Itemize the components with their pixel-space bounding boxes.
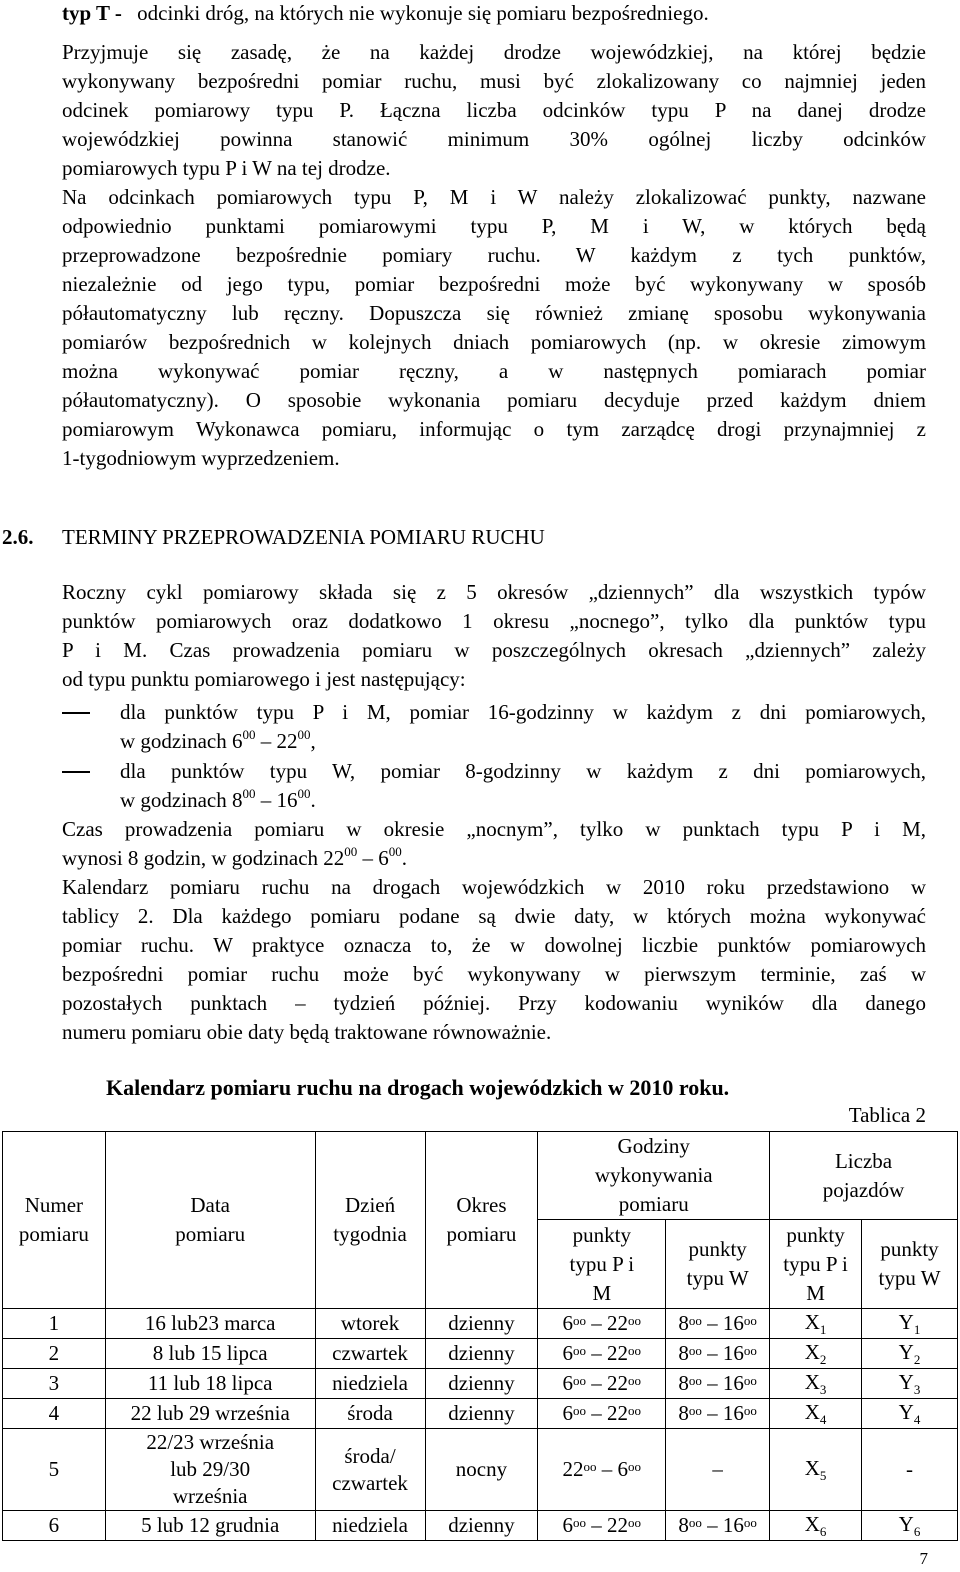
cell-liczba-w: -	[862, 1429, 958, 1511]
dash-bullet	[62, 771, 90, 773]
cell-liczba-pm: $X_6$	[770, 1511, 862, 1541]
cell-liczba-pm: $X_4$	[770, 1399, 862, 1429]
header-numer: Numer pomiaru	[3, 1132, 106, 1309]
cell-data: 22/23 września lub 29/30 września	[105, 1429, 315, 1511]
cell-godziny-w: $8^{oo} - 16^{oo}$	[666, 1511, 770, 1541]
para3-line: P i M. Czas prowadzenia pomiaru w poszczególnych okresach „dziennych” zależy	[62, 638, 926, 662]
para1-line: wojewódzkiej powinna stanowić minimum 30% ogólnej liczby odcinków	[62, 127, 926, 151]
para2-line: półautomatyczny). O sposobie wykonania pomiaru decyduje przed każdym dniem	[62, 388, 926, 412]
cell-numer: 6	[3, 1511, 106, 1541]
page-number: 7	[919, 1549, 928, 1568]
dash-bullet	[62, 712, 90, 714]
table-row	[3, 1399, 958, 1429]
header-liczba-w: punkty typu W	[862, 1220, 958, 1309]
para2-line: można wykonywać pomiar ręczny, a w następnych pomiarach pomiar	[62, 359, 926, 383]
section-heading	[2, 525, 545, 549]
para5-line: pozostałych punktach – tydzień później. Przy kodowaniu wyników dla danego	[62, 991, 926, 1015]
cell-godziny-w: $8^{oo} - 16^{oo}$	[666, 1399, 770, 1429]
para2-line: pomiarowym Wykonawca pomiaru, informując o tym zarządcę drogi przynajmniej z	[62, 417, 926, 441]
section-title: TERMINY PRZEPROWADZENIA POMIARU RUCHU	[62, 525, 545, 549]
typ-t-text: odcinki dróg, na których nie wykonuje się pomiaru bezpośredniego.	[137, 1, 709, 25]
cell-liczba-w: $Y_2$	[862, 1339, 958, 1369]
cell-godziny-pm: $6^{oo} - 22^{oo}$	[538, 1309, 666, 1339]
typ-t-label: typ T -	[62, 1, 122, 25]
cell-numer: 1	[3, 1309, 106, 1339]
para5-line: Kalendarz pomiaru ruchu na drogach wojewódzkich w 2010 roku przedstawiono w	[62, 875, 926, 899]
cell-numer: 2	[3, 1339, 106, 1369]
cell-numer: 4	[3, 1399, 106, 1429]
cell-data: 11 lub 18 lipca	[105, 1369, 315, 1399]
cell-liczba-w: $Y_1$	[862, 1309, 958, 1339]
para5-line: bezpośredni pomiar ruchu może być wykonywany w pierwszym terminie, zaś w	[62, 962, 926, 986]
cell-numer: 5	[3, 1429, 106, 1511]
cell-liczba-w: $Y_6$	[862, 1511, 958, 1541]
cell-liczba-w: $Y_3$	[862, 1369, 958, 1399]
section-number: 2.6.	[2, 525, 34, 549]
table-row	[3, 1309, 958, 1339]
cell-dzien: niedziela	[315, 1511, 425, 1541]
para3-line: od typu punktu pomiarowego i jest następujący:	[62, 667, 466, 691]
bullet-time: w godzinach $6^{00} - 22^{00}$,	[120, 727, 316, 753]
table-label: Tablica 2	[848, 1103, 926, 1127]
para5-line: pomiar ruchu. W praktyce oznacza to, że w dowolnej liczbie punktów pomiarowych	[62, 933, 926, 957]
measurement-calendar-table	[2, 1131, 958, 1541]
para4-line: Czas prowadzenia pomiaru w okresie „nocnym”, tylko w punktach typu P i M,	[62, 817, 926, 841]
para5-line: tablicy 2. Dla każdego pomiaru podane są dwie daty, w których można wykonywać	[62, 904, 926, 928]
table-row	[3, 1339, 958, 1369]
cell-liczba-w: $Y_4$	[862, 1399, 958, 1429]
cell-data: 16 lub23 marca	[105, 1309, 315, 1339]
para3-line: Roczny cykl pomiarowy składa się z 5 okresów „dziennych” dla wszystkich typów	[62, 580, 926, 604]
header-liczba-pm: punkty typu P i M	[770, 1220, 862, 1309]
cell-data: 5 lub 12 grudnia	[105, 1511, 315, 1541]
cell-dzien: czwartek	[315, 1339, 425, 1369]
para1-line: pomiarowych typu P i W na tej drodze.	[62, 156, 391, 180]
table-row	[3, 1369, 958, 1399]
para5-line: numeru pomiaru obie daty będą traktowane równoważnie.	[62, 1020, 552, 1044]
typ-t-line	[62, 3, 709, 24]
cell-numer: 3	[3, 1369, 106, 1399]
cell-okres: dzienny	[425, 1399, 538, 1429]
table-title: Kalendarz pomiaru ruchu na drogach wojewódzkich w 2010 roku.	[106, 1075, 730, 1100]
header-godziny-pm: punkty typu P i M	[538, 1220, 666, 1309]
cell-godziny-w: $8^{oo} - 16^{oo}$	[666, 1309, 770, 1339]
cell-liczba-pm: $X_5$	[770, 1429, 862, 1511]
cell-data: 8 lub 15 lipca	[105, 1339, 315, 1369]
cell-godziny-pm: $6^{oo} - 22^{oo}$	[538, 1339, 666, 1369]
cell-okres: dzienny	[425, 1339, 538, 1369]
para2-line: niezależnie od jego typu, pomiar bezpośredni może być wykonywany w sposób	[62, 272, 926, 296]
cell-godziny-w: $8^{oo} - 16^{oo}$	[666, 1339, 770, 1369]
cell-dzien: środa	[315, 1399, 425, 1429]
para2-line: Na odcinkach pomiarowych typu P, M i W należy zlokalizować punkty, nazwane	[62, 185, 926, 209]
cell-godziny-w: $8^{oo} - 16^{oo}$	[666, 1369, 770, 1399]
para2-line: odpowiednio punktami pomiarowymi typu P, M i W, w których będą	[62, 214, 926, 238]
header-godziny: Godziny wykonywania pomiaru	[538, 1132, 770, 1220]
cell-godziny-pm: $6^{oo} - 22^{oo}$	[538, 1399, 666, 1429]
table-body	[3, 1309, 958, 1541]
header-dzien: Dzień tygodnia	[315, 1132, 425, 1309]
cell-liczba-pm: $X_1$	[770, 1309, 862, 1339]
header-okres: Okres pomiaru	[425, 1132, 538, 1309]
para1-line: wykonywany bezpośredni pomiar ruchu, musi być zlokalizowany co najmniej jeden	[62, 69, 926, 93]
cell-godziny-pm: $6^{oo} - 22^{oo}$	[538, 1511, 666, 1541]
cell-okres: dzienny	[425, 1511, 538, 1541]
cell-okres: nocny	[425, 1429, 538, 1511]
cell-liczba-pm: $X_2$	[770, 1339, 862, 1369]
cell-okres: dzienny	[425, 1369, 538, 1399]
table-row	[3, 1429, 958, 1511]
para2-line: pomiarów bezpośrednich w kolejnych dniach pomiarowych (np. w okresie zimowym	[62, 330, 926, 354]
para2-line: przeprowadzone bezpośrednie pomiary ruchu. W każdym z tych punktów,	[62, 243, 926, 267]
cell-godziny-pm: $6^{oo} - 22^{oo}$	[538, 1369, 666, 1399]
cell-godziny-w: –	[666, 1429, 770, 1511]
cell-liczba-pm: $X_3$	[770, 1369, 862, 1399]
para2-line: 1-tygodniowym wyprzedzeniem.	[62, 446, 340, 470]
para1-line: odcinek pomiarowy typu P. Łączna liczba odcinków typu P na danej drodze	[62, 98, 926, 122]
cell-dzien: niedziela	[315, 1369, 425, 1399]
para1-line: Przyjmuje się zasadę, że na każdej drodze wojewódzkiej, na której będzie	[62, 40, 926, 64]
bullet-line: dla punktów typu P i M, pomiar 16-godzinny w każdym z dni pomiarowych,	[120, 700, 926, 724]
header-data: Data pomiaru	[105, 1132, 315, 1309]
header-godziny-w: punkty typu W	[666, 1220, 770, 1309]
cell-data: 22 lub 29 września	[105, 1399, 315, 1429]
cell-godziny-pm: $22^{oo} - 6^{oo}$	[538, 1429, 666, 1511]
cell-dzien: środa/ czwartek	[315, 1429, 425, 1511]
cell-okres: dzienny	[425, 1309, 538, 1339]
bullet-line: dla punktów typu W, pomiar 8-godzinny w każdym z dni pomiarowych,	[120, 759, 926, 783]
para2-line: półautomatyczny lub ręczny. Dopuszcza się również zmianę sposobu wykonywania	[62, 301, 926, 325]
header-liczba: Liczba pojazdów	[770, 1132, 958, 1220]
para4-time: wynosi 8 godzin, w godzinach $22^{00} - 6^{00}$.	[62, 844, 408, 870]
table-row	[3, 1511, 958, 1541]
para3-line: punktów pomiarowych oraz dodatkowo 1 okresu „nocnego”, tylko dla punktów typu	[62, 609, 926, 633]
bullet-time: w godzinach $8^{00} - 16^{00}$.	[120, 786, 316, 812]
cell-dzien: wtorek	[315, 1309, 425, 1339]
